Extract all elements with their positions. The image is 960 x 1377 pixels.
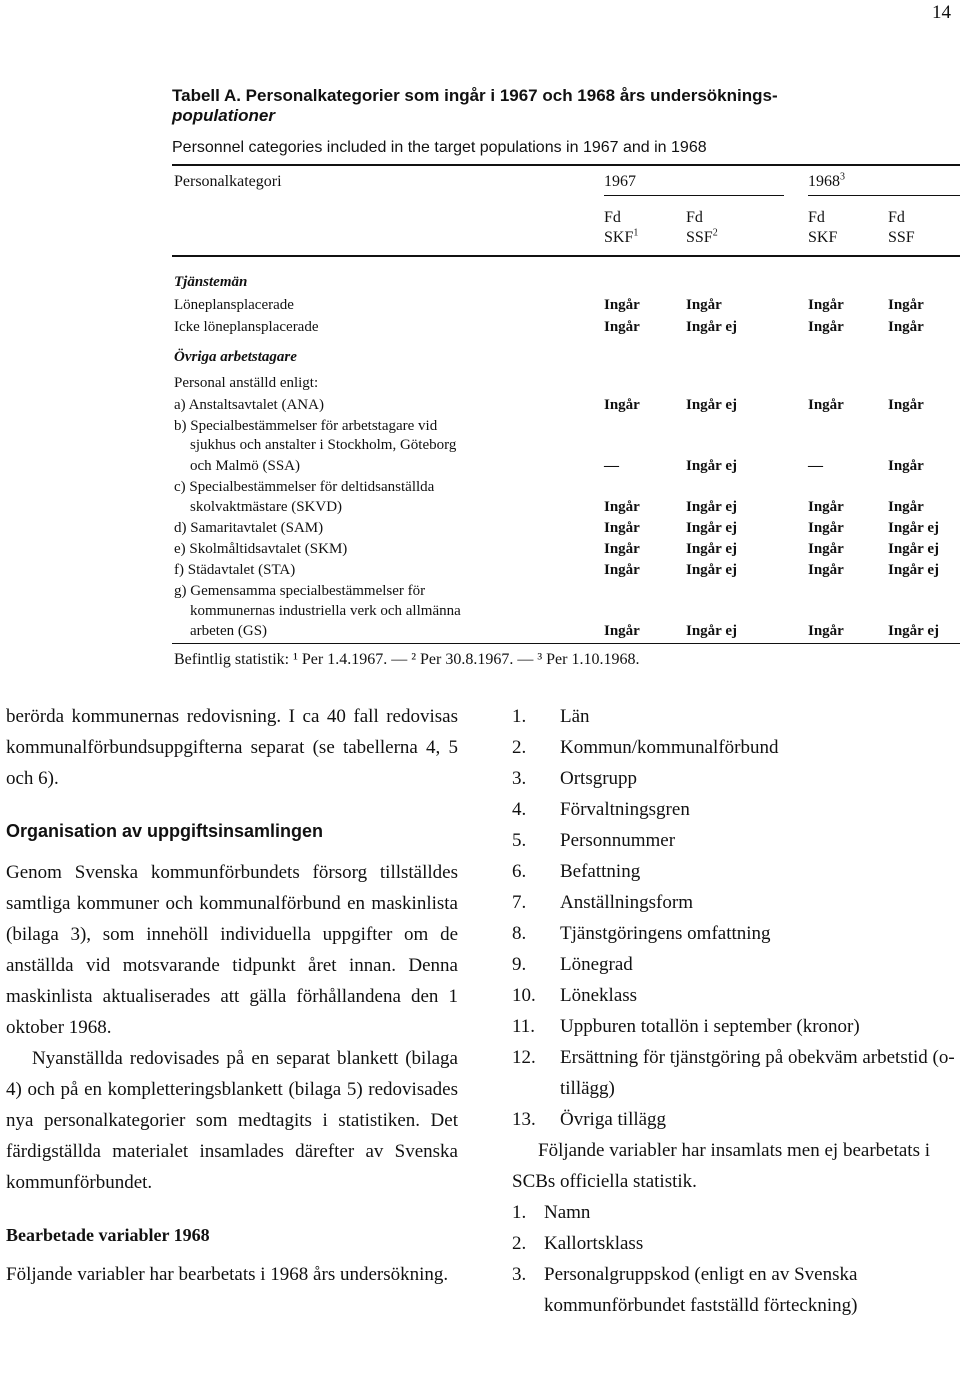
header-skf-1967: SKF$^1$ <box>604 227 639 246</box>
row-cell: — <box>808 458 823 474</box>
row-label: skolvaktmästare (SKVD) <box>190 499 343 515</box>
list-text: Ersättning för tjänstgöring på obekväm arbetstid (o-tillägg) <box>560 1047 955 1099</box>
row-label: e) Skolmåltidsavtalet (SKM) <box>174 541 348 557</box>
row-cell: Ingår <box>604 520 640 536</box>
list-text: Län <box>560 706 590 727</box>
list-text: Tjänstgöringens omfattning <box>560 923 771 944</box>
row-cell: Ingår <box>808 319 844 335</box>
list-number: 6. <box>512 861 527 882</box>
list-number: 3. <box>512 1264 527 1285</box>
list-number: 5. <box>512 830 527 851</box>
row-cell: Ingår ej <box>686 562 737 578</box>
header-rule-1968 <box>808 195 960 196</box>
list-text: Befattning <box>560 861 641 882</box>
table-title <box>172 86 778 126</box>
list-text: Löneklass <box>560 985 638 1006</box>
row-cell: Ingår ej <box>686 499 737 515</box>
row-cell: Ingår <box>604 623 640 639</box>
list-number: 3. <box>512 768 527 789</box>
row-label: b) Specialbestämmelser för arbetstagare vid <box>174 418 438 434</box>
list-item <box>512 1228 960 1259</box>
header-year-1967: 1967 <box>604 173 636 190</box>
list-item <box>512 825 960 856</box>
left-column <box>6 701 458 1290</box>
paragraph: Följande variabler har bearbetats i 1968 års undersökning. <box>6 1264 449 1285</box>
list-item <box>512 763 960 794</box>
list-item <box>512 1197 960 1228</box>
list-text: Personnummer <box>560 830 676 851</box>
list-item <box>512 794 960 825</box>
header-fd-1: Fd <box>604 209 621 226</box>
list-number: 1. <box>512 1202 527 1223</box>
row-cell: Ingår <box>888 397 924 413</box>
header-fd-4: Fd <box>888 209 905 226</box>
row-cell: — <box>604 458 619 474</box>
row-label: g) Gemensamma specialbestämmelser för <box>174 583 426 599</box>
list-number: 7. <box>512 892 527 913</box>
row-label: kommunernas industriella verk och allmänna <box>190 603 461 619</box>
heading-organisation: Organisation av uppgiftsinsamlingen <box>6 821 324 841</box>
list-text: Namn <box>544 1202 591 1223</box>
header-personalkategori: Personalkategori <box>174 173 282 190</box>
header-fd-3: Fd <box>808 209 825 226</box>
list-number: 8. <box>512 923 527 944</box>
list-number: 12. <box>512 1047 536 1068</box>
list-number: 2. <box>512 737 527 758</box>
header-rule-1967 <box>604 195 784 196</box>
header-ssf-1968: SSF <box>888 229 915 246</box>
list-text: Kallortsklass <box>544 1233 644 1254</box>
row-cell: Ingår <box>604 499 640 515</box>
right-column <box>512 701 960 1321</box>
table-rule-header <box>172 255 960 257</box>
list-item <box>512 980 960 1011</box>
list-text: Förvaltningsgren <box>560 799 690 820</box>
row-cell: Ingår ej <box>686 541 737 557</box>
row-cell: Ingår ej <box>686 458 737 474</box>
list-text: Lönegrad <box>560 954 633 975</box>
table-rule-top <box>172 164 960 166</box>
row-label: a) Anstaltsavtalet (ANA) <box>174 397 324 413</box>
section-tjansteman: Tjänstemän <box>174 274 248 290</box>
list-number: 1. <box>512 706 527 727</box>
row-cell: Ingår <box>808 499 844 515</box>
section-ovriga: Övriga arbetstagare <box>174 349 297 365</box>
row-cell: Ingår ej <box>686 397 737 413</box>
row-cell: Ingår <box>888 297 924 313</box>
paragraph: Genom Svenska kommunförbundets försorg tillställdes samtliga kommuner och kommunalförbund en maskinlista (bilaga 3), som innehöll individuella uppgifter om de anställda vid motsvarande tidpunkt året innan. Denna maskinlista aktualiserades att gälla förhållandena den 1 oktober 1968. <box>6 862 458 1038</box>
table-subtitle: Personnel categories included in the target populations in 1967 and in 1968 <box>172 139 707 156</box>
row-cell: Ingår ej <box>888 623 939 639</box>
list-text: Anställningsform <box>560 892 693 913</box>
row-label: och Malmö (SSA) <box>190 458 300 474</box>
list-item <box>512 1042 960 1104</box>
list-number: 11. <box>512 1016 536 1037</box>
row-cell: Ingår <box>604 297 640 313</box>
heading-bearbetade: Bearbetade variabler 1968 <box>6 1225 210 1245</box>
table-rule-bottom <box>172 643 960 644</box>
row-cell: Ingår <box>604 397 640 413</box>
list-item <box>512 887 960 918</box>
page-number: 14 <box>932 2 951 23</box>
row-cell: Ingår <box>686 297 722 313</box>
list-text: Personalgruppskod (enligt en av Svenska kommunförbundet fastställd förteckning) <box>544 1264 858 1316</box>
personal-anstalld-label: Personal anställd enligt: <box>174 375 319 391</box>
row-cell: Ingår <box>808 541 844 557</box>
table-title-line1: Tabell A. Personalkategorier som ingår i 1967 och 1968 års undersöknings- <box>172 86 778 105</box>
row-cell: Ingår <box>604 319 640 335</box>
row-cell: Ingår <box>808 623 844 639</box>
list-number: 13. <box>512 1109 536 1130</box>
row-cell: Ingår <box>604 541 640 557</box>
list-item <box>512 732 960 763</box>
row-label: c) Specialbestämmelser för deltidsanställda <box>174 479 435 495</box>
row-cell: Ingår ej <box>686 319 737 335</box>
row-cell: Ingår <box>604 562 640 578</box>
list-number: 9. <box>512 954 527 975</box>
list-text: Ortsgrupp <box>560 768 638 789</box>
row-cell: Ingår ej <box>686 623 737 639</box>
row-cell: Ingår <box>888 499 924 515</box>
list-item <box>512 1104 960 1135</box>
list-item <box>512 918 960 949</box>
row-cell: Ingår <box>808 397 844 413</box>
row-label: Löneplansplacerade <box>174 297 294 313</box>
list-text: Uppburen totallön i september (kronor) <box>560 1016 860 1037</box>
row-label: Icke löneplansplacerade <box>174 319 319 335</box>
row-cell: Ingår <box>808 297 844 313</box>
header-skf-1968: SKF <box>808 229 838 246</box>
list-text: Kommun/kommunalförbund <box>560 737 779 758</box>
row-cell: Ingår ej <box>686 520 737 536</box>
header-year-1968: 1968$^3$ <box>808 171 845 190</box>
paragraph: berörda kommunernas redovisning. I ca 40 fall redovisas kommunalförbundsuppgifterna separat (se tabellerna 4, 5 och 6). <box>6 706 458 789</box>
row-label: d) Samaritavtalet (SAM) <box>174 520 324 536</box>
list-item <box>512 1259 960 1321</box>
list-number: 10. <box>512 985 536 1006</box>
row-cell: Ingår <box>888 458 924 474</box>
row-cell: Ingår <box>808 520 844 536</box>
table-title-line2: populationer <box>172 106 275 125</box>
row-label: sjukhus och anstalter i Stockholm, Göteborg <box>190 437 457 453</box>
row-cell: Ingår ej <box>888 541 939 557</box>
paragraph: Följande variabler har insamlats men ej bearbetats i SCBs officiella statistik. <box>512 1140 930 1192</box>
paragraph: Nyanställda redovisades på en separat blankett (bilaga 4) och på en kompletteringsblankett (bilaga 5) redovisades nya personalkategorier som medtagits i statistiken. Det färdigställda materialet insamlades därefter av Svenska kommunförbundet. <box>6 1048 458 1193</box>
list-item <box>512 949 960 980</box>
row-label: arbeten (GS) <box>190 623 268 639</box>
list-number: 4. <box>512 799 527 820</box>
list-item <box>512 856 960 887</box>
row-cell: Ingår <box>808 562 844 578</box>
row-label: f) Städavtalet (STA) <box>174 562 296 578</box>
list-item <box>512 1011 960 1042</box>
table-footnote: Befintlig statistik: ¹ Per 1.4.1967. — ² Per 30.8.1967. — ³ Per 1.10.1968. <box>174 651 640 668</box>
row-cell: Ingår ej <box>888 562 939 578</box>
row-cell: Ingår <box>888 319 924 335</box>
list-number: 2. <box>512 1233 527 1254</box>
row-cell: Ingår ej <box>888 520 939 536</box>
list-item <box>512 701 960 732</box>
header-fd-2: Fd <box>686 209 703 226</box>
list-text: Övriga tillägg <box>560 1109 667 1130</box>
header-ssf-1967: SSF$^2$ <box>686 227 718 246</box>
